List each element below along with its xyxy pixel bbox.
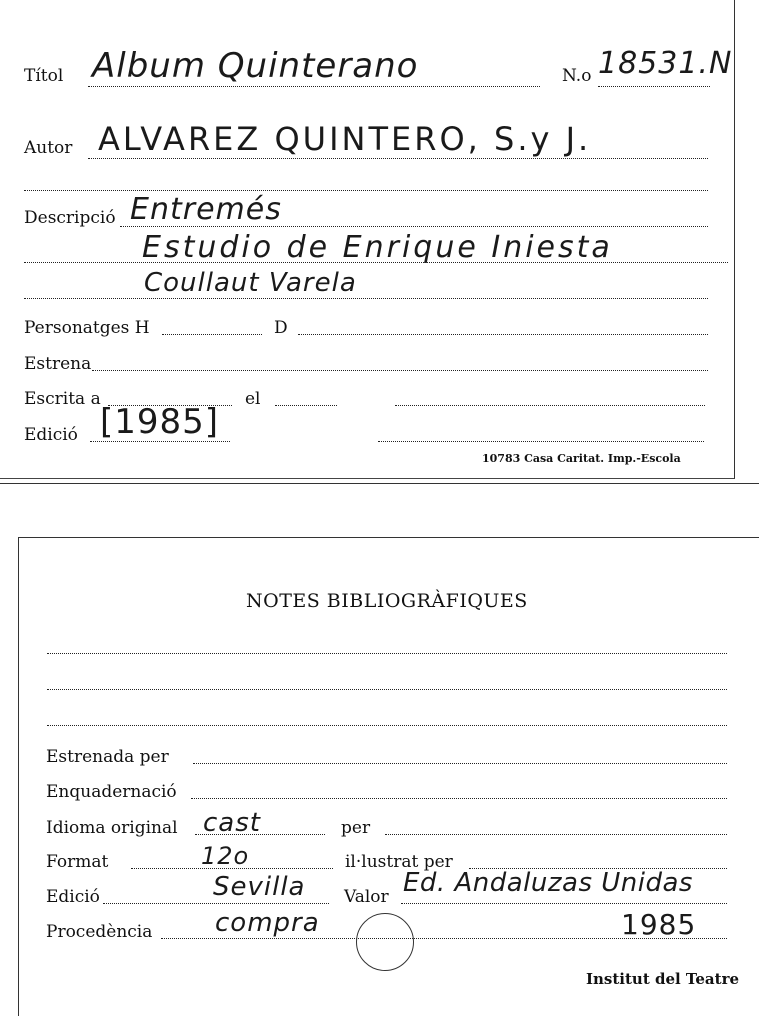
edicio-line-2 (378, 441, 704, 442)
idioma-value: cast (203, 808, 261, 838)
personatges-d-label: D (274, 318, 288, 338)
edicio-label: Edició (24, 425, 78, 445)
edicio-back-value: Sevilla (213, 872, 306, 902)
titol-label: Títol (24, 66, 64, 86)
il-lustrat-label: il·lustrat per (345, 852, 453, 872)
enquadernacio-label: Enquadernació (46, 782, 177, 802)
autor-value: ALVAREZ QUINTERO, S.y J. (98, 120, 592, 158)
escrita-label: Escrita a (24, 389, 101, 409)
valor-line (401, 903, 727, 904)
autor-label: Autor (24, 138, 73, 158)
numero-line (598, 86, 710, 87)
punch-hole (356, 913, 414, 971)
procedencia-value: compra (215, 908, 320, 938)
titol-value: Album Quinterano (92, 46, 419, 86)
enquadernacio-line (191, 798, 727, 799)
valor-label: Valor (344, 887, 389, 907)
notes-line-3 (47, 725, 727, 726)
institut-stamp: Institut del Teatre (586, 970, 740, 988)
edicio-value: [1985] (100, 402, 220, 442)
valor-value: Ed. Andaluzas Unidas (403, 868, 693, 898)
edicio-back-label: Edició (46, 887, 100, 907)
descripcio-text-1: Entremés (130, 192, 282, 227)
escrita-el-label: el (245, 389, 261, 409)
numero-label: N.o (562, 66, 592, 86)
edicio-back-line (103, 903, 329, 904)
idioma-per-label: per (341, 818, 371, 838)
escrita-el-line-2 (395, 405, 705, 406)
format-value: 12o (201, 842, 250, 870)
procedencia-year: 1985 (621, 908, 697, 941)
catalog-card-front (0, 0, 735, 479)
descripcio-line-3 (24, 298, 708, 299)
catalog-card-back (18, 537, 759, 1016)
descripcio-label: Descripció (24, 208, 116, 228)
estrena-line (92, 370, 708, 371)
estrenada-line (193, 763, 727, 764)
idioma-per-line (385, 834, 727, 835)
separator-line (0, 483, 759, 484)
notes-line-2 (47, 689, 727, 690)
notes-heading: NOTES BIBLIOGRÀFIQUES (246, 590, 528, 612)
procedencia-label: Procedència (46, 922, 153, 942)
personatges-h-line (162, 334, 262, 335)
personatges-label: Personatges H (24, 318, 150, 338)
printer-imprint: 10783 Casa Caritat. Imp.-Escola (482, 452, 681, 465)
autor-line (88, 158, 708, 159)
descripcio-text-3: Coullaut Varela (144, 268, 357, 298)
estrenada-label: Estrenada per (46, 747, 169, 767)
estrena-label: Estrena (24, 354, 92, 374)
blank-line-1 (24, 190, 708, 191)
notes-line-1 (47, 653, 727, 654)
numero-value: 18531.N (598, 46, 733, 81)
titol-line (88, 86, 540, 87)
format-label: Format (46, 852, 109, 872)
idioma-label: Idioma original (46, 818, 178, 838)
descripcio-text-2: Estudio de Enrique Iniesta (142, 230, 613, 265)
escrita-el-line (275, 405, 337, 406)
personatges-d-line (298, 334, 708, 335)
